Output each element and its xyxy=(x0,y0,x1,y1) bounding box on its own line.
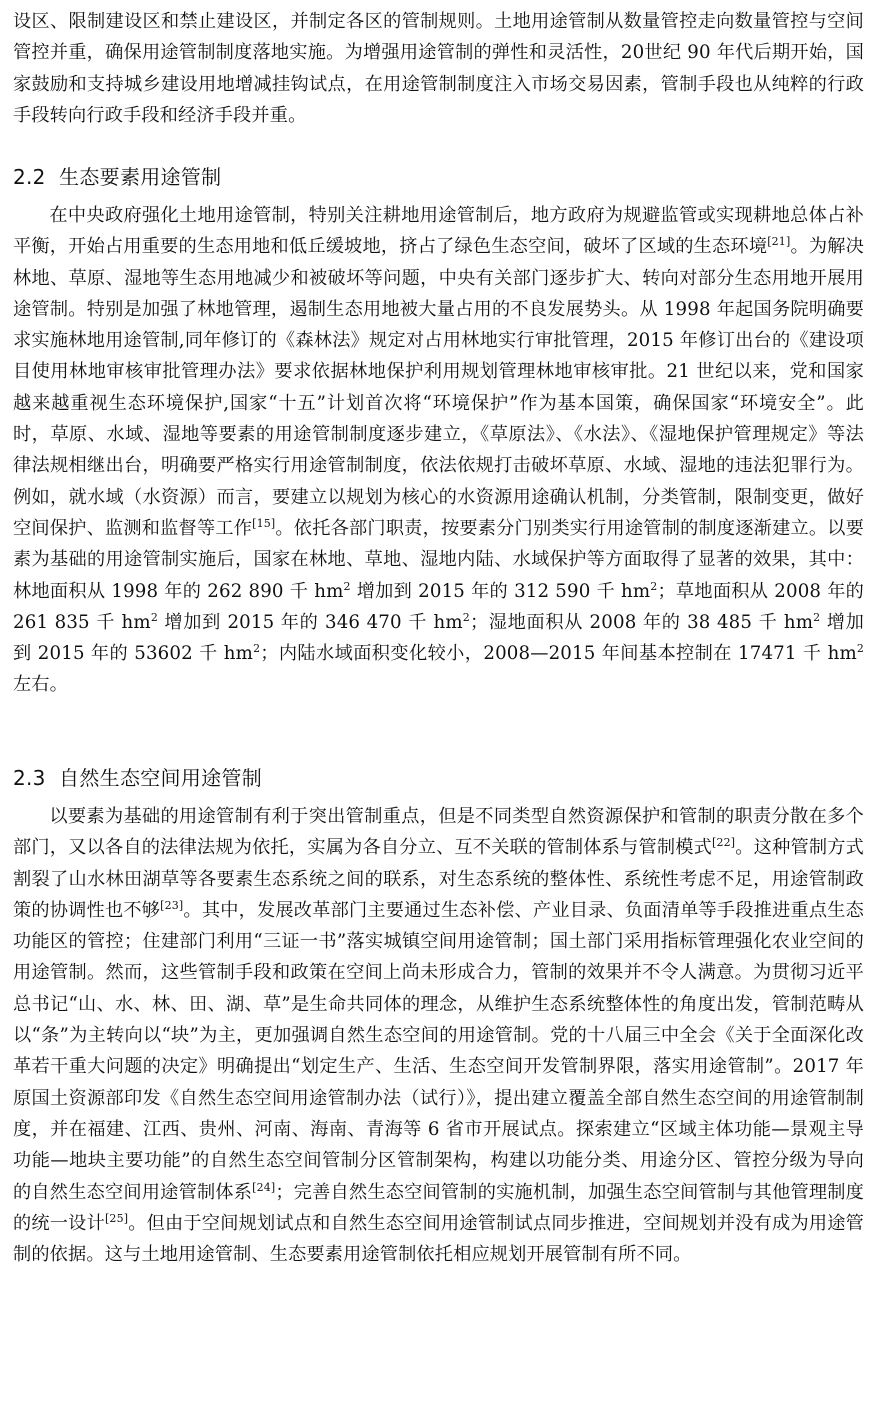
section-title: 生态要素用途管制 xyxy=(59,165,222,189)
paragraph-text: ；内陆水域面积变化较小，2008—2015 年间基本控制在 17471 千 hm xyxy=(260,643,857,665)
paragraph-text: ；草地面积从 2008 年的 261 835 千 hm xyxy=(13,580,864,633)
paragraph-ecological-element-control xyxy=(13,200,864,765)
unit-superscript: 2 xyxy=(462,610,470,624)
section-number: 2.3 xyxy=(13,766,46,790)
citation-ref: [21] xyxy=(767,235,791,249)
unit-superscript: 2 xyxy=(813,610,821,624)
paragraph-text: 。这种管制方式割裂了山水林田湖草等各要素生态系统之间的联系，对生态系统的整体性、系统性考虑不足，用途管制政策的协调性也不够 xyxy=(13,837,864,921)
paragraph-text: 。为解决林地、草原、湿地等生态用地减少和被破坏等问题，中央有关部门逐步扩大、转向对部分生态用地开展用途管制。特别是加强了林地管理，遏制生态用地被大量占用的不良发展势头。从 1998 年起国务院明确要求实施林地用途管制,同年修订的《森林法》规定对占用林地实行审批管理，2015 年修订出台的《建设项目使用林地审核审批管理办法》要求依据林地保护利用规划管理林地审核审批。21 世纪以来，党和国家越来越重视生态环境保护,国家“十五”计划首次将“环境保护”作为基本国策，确保国家“环境安全”。此时，草原、水域、湿地等要素的用途管制制度逐步建立，《草原法》、《水法》、《湿地保护管理规定》等法律法规相继出台，明确要严格实行用途管制制度，依法依规打击破坏草原、水域、湿地的违法犯罪行为。例如，就水域（水资源）而言，要建立以规划为核心的水资源用途确认机制，分类管制，限制变更，做好空间保护、监测和监督等工作 xyxy=(13,236,864,539)
section-heading-2-2 xyxy=(13,164,864,200)
paragraph-text: 设区、限制建设区和禁止建设区，并制定各区的管制规则。土地用途管制从数量管控走向数量管控与空间管控并重，确保用途管制制度落地实施。为增强用途管制的弹性和灵活性，20世纪 90 年代后期开始，国家鼓励和支持城乡建设用地增减挂钩试点，在用途管制制度注入市场交易因素，管制手段也从纯粹的行政手段转向行政手段和经济手段并重。 xyxy=(13,11,864,126)
section-heading-2-3 xyxy=(13,765,864,801)
paragraph-text: ；完善自然生态空间管制的实施机制，加强生态空间管制与其他管理制度的统一设计 xyxy=(13,1181,864,1234)
paragraph-text: 以要素为基础的用途管制有利于突出管制重点，但是不同类型自然资源保护和管制的职责分散在多个部门，又以各自的法律法规为依托，实属为各自分立、互不关联的管制体系与管制模式 xyxy=(13,806,864,859)
paragraph-natural-eco-space-control xyxy=(13,801,864,1270)
unit-superscript: 2 xyxy=(343,579,351,593)
page xyxy=(13,6,864,1270)
citation-ref: [15] xyxy=(252,516,276,530)
paragraph-text: 在中央政府强化土地用途管制，特别关注耕地用途管制后，地方政府为规避监管或实现耕地总体占补平衡，开始占用重要的生态用地和低丘缓坡地，挤占了绿色生态空间，破坏了区域的生态环境 xyxy=(13,205,864,258)
unit-superscript: 2 xyxy=(650,579,658,593)
unit-superscript: 2 xyxy=(856,642,864,656)
section-title: 自然生态空间用途管制 xyxy=(59,766,263,790)
paragraph-text: 增加到 2015 年的 53602 千 hm xyxy=(13,611,864,665)
unit-superscript: 2 xyxy=(253,642,261,656)
paragraph-text: ；湿地面积从 2008 年的 38 485 千 hm xyxy=(469,611,814,633)
unit-superscript: 2 xyxy=(150,610,158,624)
paragraph-text: 。其中，发展改革部门主要通过生态补偿、产业目录、负面清单等手段推进重点生态功能区的管控；住建部门利用“三证一书”落实城镇空间用途管制；国土部门采用指标管理强化农业空间的用途管制。然而，这些管制手段和政策在空间上尚未形成合力，管制的效果并不令人满意。为贯彻习近平总书记“山、水、林、田、湖、草”是生命共同体的理念，从维护生态系统整体性的角度出发，管制范畴从以“条”为主转向以“块”为主，更加强调自然生态空间的用途管制。党的十八届三中全会《关于全面深化改革若干重大问题的决定》明确提出“划定生产、生活、生态空间开发管制界限，落实用途管制”。2017 年原国土资源部印发《自然生态空间用途管制办法（试行）》，提出建立覆盖全部自然生态空间的用途管制制度，并在福建、江西、贵州、河南、海南、青海等 6 省市开展试点。探索建立“区域主体功能—景观主导功能—地块主要功能”的自然生态空间管制分区管制架构，构建以功能分类、用途分区、管控分级为导向的自然生态空间用途管制体系 xyxy=(13,899,864,1203)
section-number: 2.2 xyxy=(13,165,46,189)
paragraph-text: 增加到 2015 年的 312 590 千 hm xyxy=(350,580,651,602)
paragraph-text: 。依托各部门职责，按要素分门别类实行用途管制的制度逐渐建立。以要素为基础的用途管制实施后，国家在林地、草地、湿地内陆、水域保护等方面取得了显著的效果，其中：林地面积从 1998 年的 262 890 千 hm xyxy=(13,517,864,602)
citation-ref: [22] xyxy=(712,836,736,850)
citation-ref: [24] xyxy=(252,1180,276,1194)
paragraph-text: 增加到 2015 年的 346 470 千 hm xyxy=(157,611,463,633)
paragraph-text: 。但由于空间规划试点和自然生态空间用途管制试点同步推进，空间规划并没有成为用途管制的依据。这与土地用途管制、生态要素用途管制依托相应规划开展管制有所不同。 xyxy=(13,1212,864,1266)
citation-ref: [23] xyxy=(160,898,184,912)
paragraph-land-use-control xyxy=(13,6,864,164)
paragraph-text: 左右。 xyxy=(13,674,69,696)
citation-ref: [25] xyxy=(104,1211,129,1225)
